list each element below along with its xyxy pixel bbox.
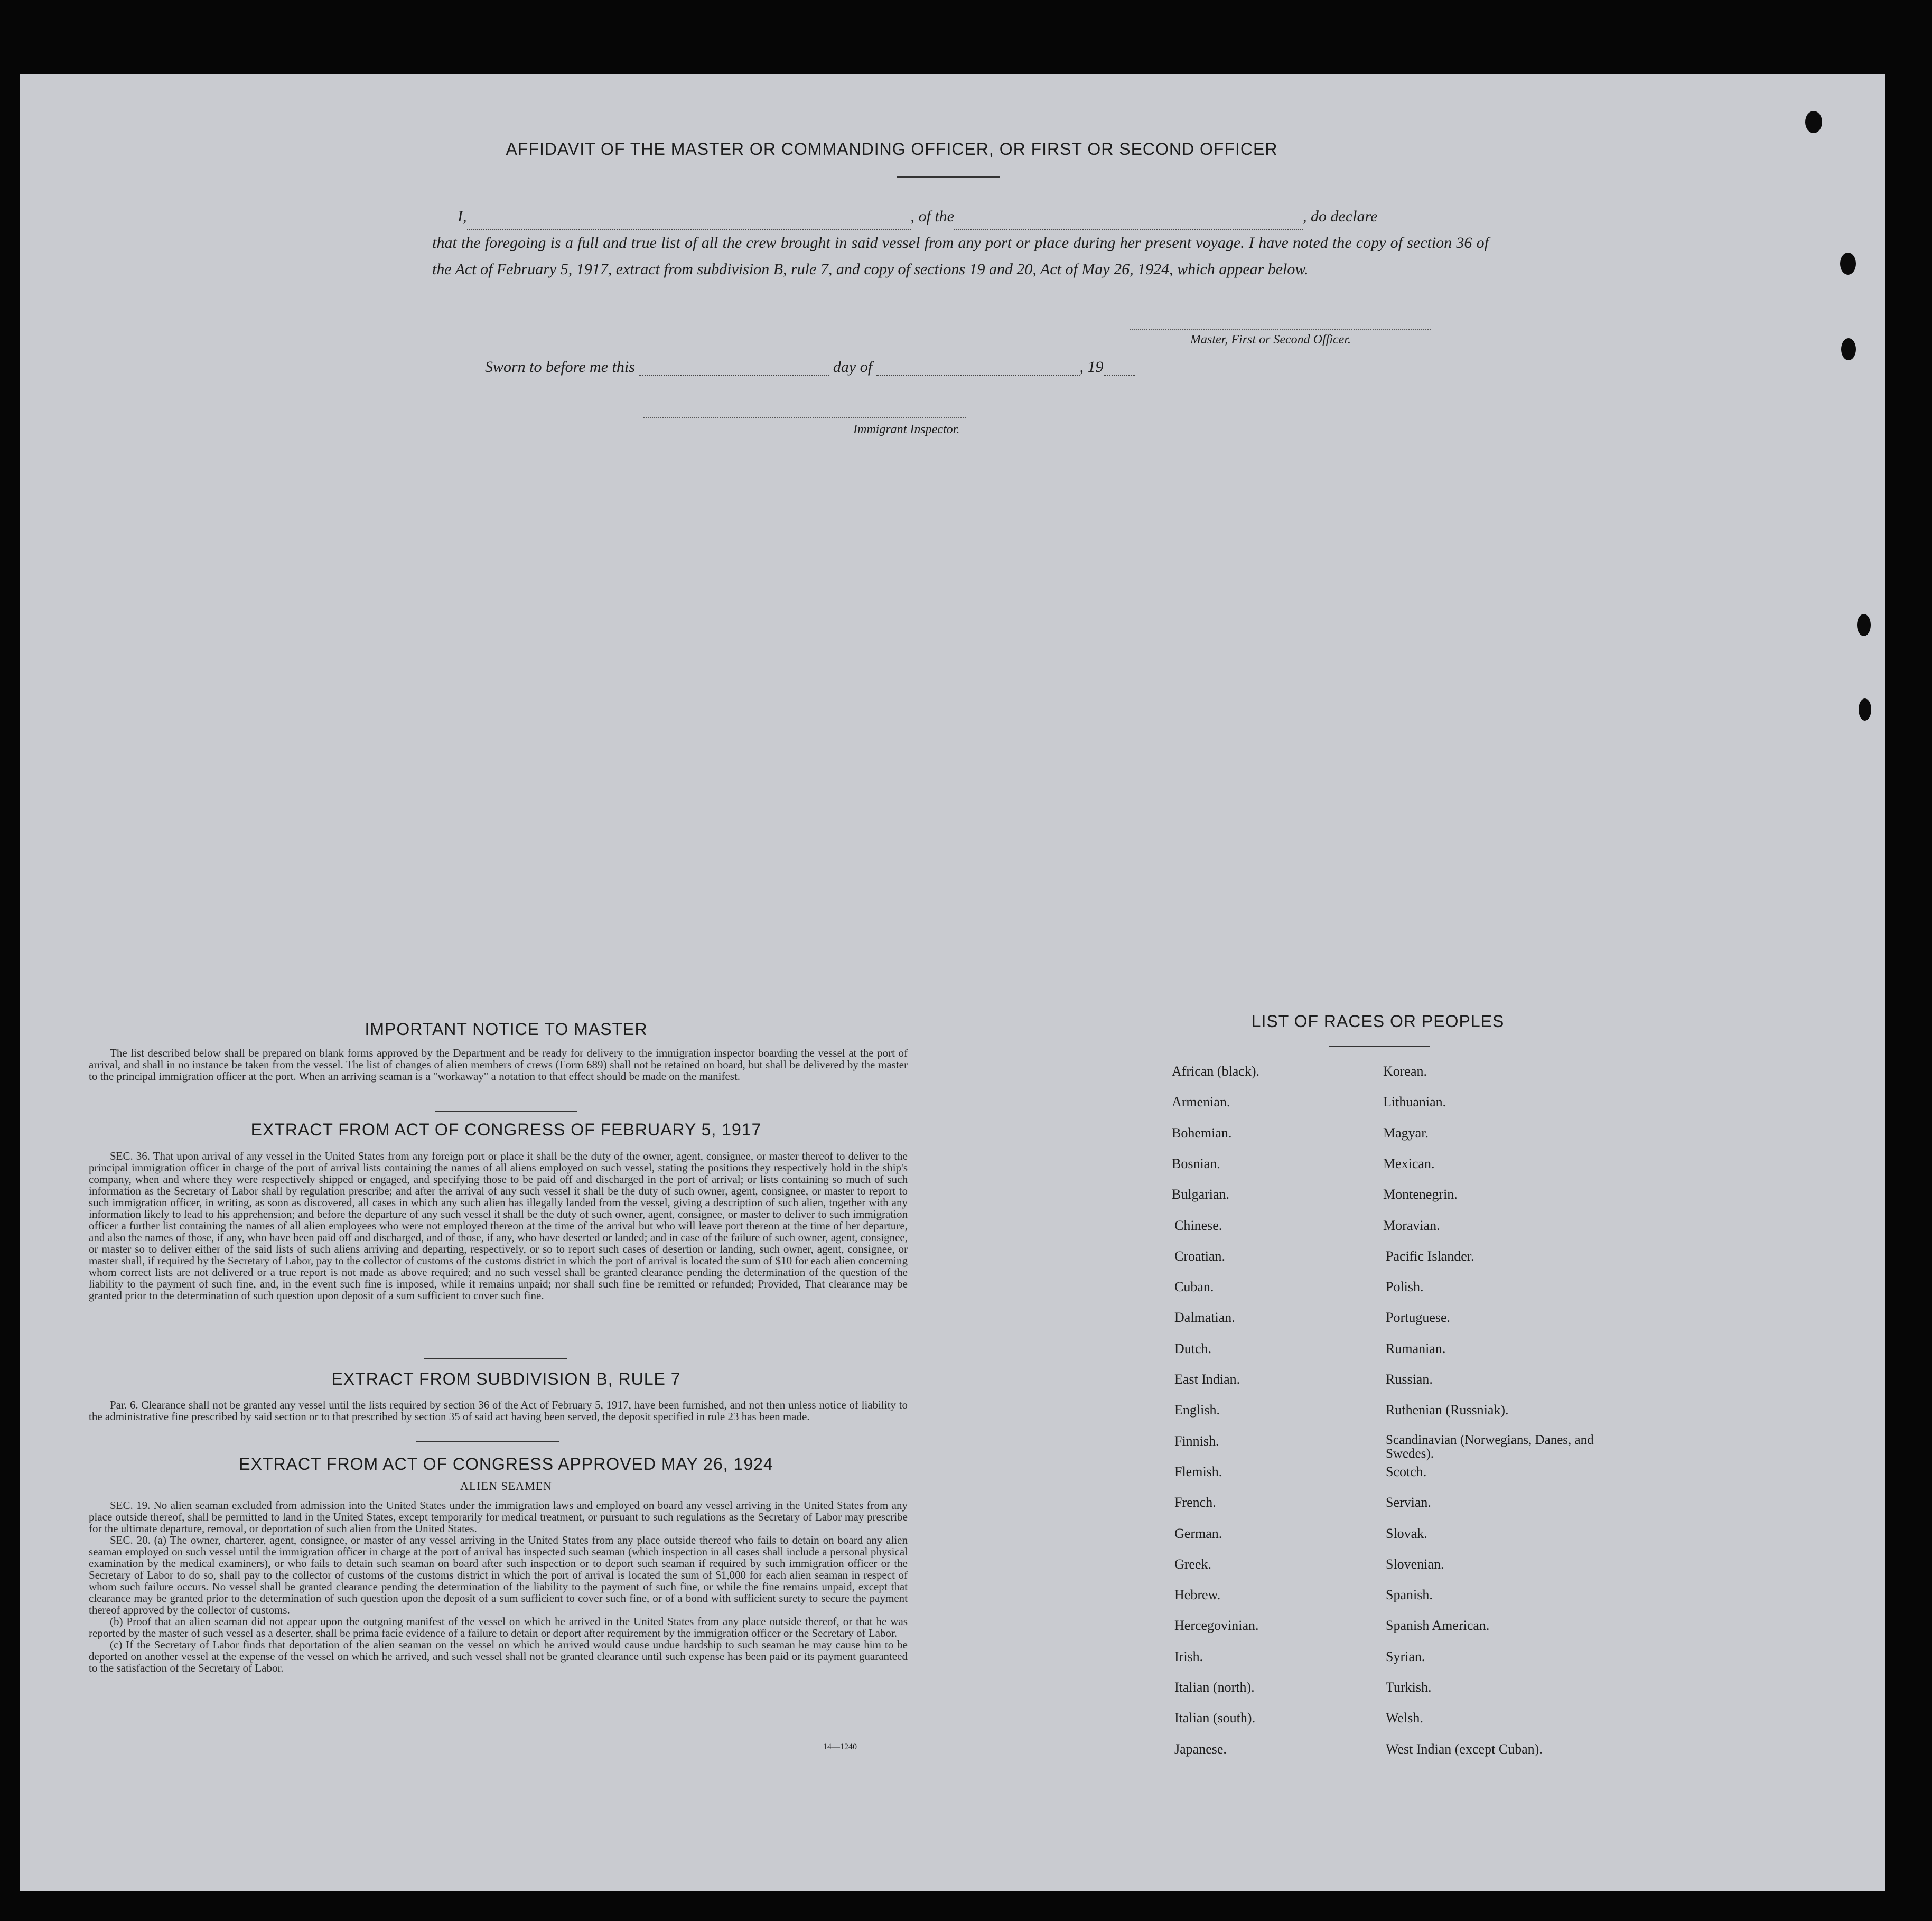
race-item-right: Turkish.: [1386, 1680, 1432, 1695]
races-title: LIST OF RACES OR PEOPLES: [1251, 1012, 1505, 1031]
race-item-right: Pacific Islander.: [1386, 1248, 1474, 1264]
race-item-left: Bosnian.: [1172, 1155, 1220, 1171]
race-item-right: Spanish American.: [1386, 1618, 1490, 1634]
race-item-left: Bohemian.: [1172, 1125, 1232, 1141]
race-item-right: Slovenian.: [1386, 1556, 1444, 1572]
binder-hole: [1840, 253, 1856, 275]
sec20b-paragraph: (b) Proof that an alien seaman did not appear upon the outgoing manifest of the vessel on which he arrived in the United States from any place outside thereof, or that he was reported by the master of such vessel as a deserter, shall be prima facie evidence of a failure to detain or deport after requirement by the immigration officer or the Secretary of Labor.: [89, 1615, 908, 1639]
extract-1917-text: [89, 1150, 908, 1301]
race-item-left: Dutch.: [1174, 1340, 1212, 1356]
inspector-label: Immigrant Inspector.: [853, 423, 960, 436]
race-item-right: Korean.: [1383, 1064, 1427, 1079]
race-item-left: French.: [1174, 1495, 1216, 1510]
extract-rule7-rule: [416, 1441, 559, 1442]
sworn-line: [485, 358, 1135, 376]
sworn-day-field[interactable]: [639, 359, 829, 376]
race-item-right: West Indian (except Cuban).: [1386, 1741, 1543, 1757]
race-item-left: East Indian.: [1174, 1372, 1240, 1387]
race-item-left: Italian (south).: [1174, 1710, 1256, 1726]
affidavit-do-declare: , do declare: [1303, 208, 1378, 225]
day-of-text: day of: [833, 358, 873, 376]
race-item-right: Slovak.: [1386, 1525, 1427, 1541]
race-item-right: Welsh.: [1386, 1710, 1423, 1726]
race-item-left: Irish.: [1174, 1648, 1203, 1664]
notice-paragraph: The list described below shall be prepared on blank forms approved by the Department and be ready for delivery to the immigration inspector boarding the vessel at the port of arrival, and shall in no instance be taken from the vessel. The list of changes of alien members of crews (Form 689) shall not be retained on board, but shall be delivered by the master to the principal immigration officer at the port. When an arriving seaman is a "workaway" a notation to that effect should be made on the manifest.: [89, 1047, 908, 1083]
races-rule: [1329, 1046, 1430, 1047]
year-prefix-text: , 19: [1079, 358, 1104, 376]
race-item-left: Hercegovinian.: [1174, 1618, 1259, 1634]
title-rule: [897, 176, 1000, 178]
extract-1917-rule: [424, 1358, 567, 1359]
affidavit-i: I,: [458, 208, 467, 225]
race-item-left: Italian (north).: [1174, 1680, 1255, 1695]
sworn-year-field[interactable]: [1104, 359, 1135, 376]
race-item-left: Chinese.: [1174, 1217, 1222, 1233]
notice-rule: [435, 1111, 577, 1112]
race-item-right: Magyar.: [1383, 1125, 1429, 1141]
race-item-right: Syrian.: [1386, 1648, 1425, 1664]
extract-1917-title: EXTRACT FROM ACT OF CONGRESS OF FEBRUARY 5, 1917: [250, 1120, 762, 1139]
race-item-left: Croatian.: [1174, 1248, 1226, 1264]
race-item-right: Moravian.: [1383, 1217, 1440, 1233]
race-item-right: Lithuanian.: [1383, 1094, 1446, 1110]
race-item-right: Montenegrin.: [1383, 1187, 1458, 1202]
affidavit-body: that the foregoing is a full and true list of all the crew brought in said vessel from any port or place during her present voyage. I have noted the copy of section 36 of the Act of February 5, 1917, extract from subdivision B, rule 7, and copy of sections 19 and 20, Act of May 26, 1924, which appear below.: [432, 234, 1489, 278]
binder-hole: [1805, 111, 1822, 133]
race-item-left: German.: [1174, 1525, 1222, 1541]
sworn-text: Sworn to before me this: [485, 358, 635, 376]
sec19-paragraph: SEC. 19. No alien seaman excluded from admission into the United States under the immigration laws and employed on board any vessel arriving in the United States from any place outside thereof, shall be permitted to land in the United States, except temporarily for medical treatment, or pursuant to such regulations as the Secretary of Labor may prescribe for the ultimate departure, removal, or deportation of such alien from the United States.: [89, 1499, 908, 1535]
race-item-left: African (black).: [1172, 1064, 1260, 1079]
affidavit-of-the: , of the: [910, 208, 954, 225]
binder-hole: [1859, 698, 1871, 721]
race-item-left: Finnish.: [1174, 1433, 1219, 1449]
master-signature-line[interactable]: [1130, 329, 1431, 330]
inspector-signature-line[interactable]: [643, 417, 966, 418]
race-item-left: Japanese.: [1174, 1741, 1227, 1757]
sec20a-paragraph: SEC. 20. (a) The owner, charterer, agent, consignee, or master of any vessel arriving in the United States from any place outside thereof who fails to detain on board any alien seaman employed on such vessel until the immigration officer in charge at the port of arrival has inspected such seaman (which inspection in all cases shall include a personal physical examination by the medical examiners), or who fails to detain such seaman on board after such inspection or to deport such seaman if required by such immigration officer or the Secretary of Labor to do so, shall pay to the collector of customs of the customs district in which the port of arrival is located the sum of $1,000 for each alien seaman in respect of whom such failure occurs. No vessel shall be granted clearance pending the determination of the liability to the payment of such fine, or while the fine remains unpaid, except that clearance may be granted prior to the determination of such question upon the deposit of a sum sufficient to cover such fine, or of a bond with sufficient surety to secure the payment thereof approved by the collector of customs.: [89, 1534, 908, 1616]
race-item-left: Armenian.: [1172, 1094, 1230, 1110]
extract-rule7-paragraph: Par. 6. Clearance shall not be granted any vessel until the lists required by section 36 of the Act of February 5, 1917, have been furnished, and not then unless notice of liability to the administrative fine prescribed by said section or to that prescribed by section 35 of said act having been served, the deposit specified in rule 23 has been made.: [89, 1398, 908, 1423]
race-item-left: Greek.: [1174, 1556, 1212, 1572]
race-item-left: Cuban.: [1174, 1279, 1214, 1295]
notice-title: IMPORTANT NOTICE TO MASTER: [365, 1020, 648, 1039]
race-item-right: Spanish.: [1386, 1587, 1433, 1603]
extract-rule7-text: [89, 1399, 908, 1422]
race-item-right: Servian.: [1386, 1495, 1431, 1510]
race-item-right: Scotch.: [1386, 1463, 1427, 1479]
race-item-left: Bulgarian.: [1172, 1187, 1230, 1202]
race-item-right: Rumanian.: [1386, 1340, 1446, 1356]
name-field[interactable]: [467, 213, 911, 230]
form-number: 14—1240: [823, 1742, 857, 1751]
race-item-right: Polish.: [1386, 1279, 1424, 1295]
extract-rule7-title: EXTRACT FROM SUBDIVISION B, RULE 7: [331, 1369, 681, 1388]
sec20c-paragraph: (c) If the Secretary of Labor finds that deportation of the alien seaman on the vessel on which he arrived would cause undue hardship to such seaman he may cause him to be deported on another vessel at the expense of the vessel on which he arrived, and such vessel shall not be granted clearance until such expense has been paid or its payment guaranteed to the satisfaction of the Secretary of Labor.: [89, 1638, 908, 1674]
race-item-right: Russian.: [1386, 1372, 1433, 1387]
extract-1924-text: [89, 1499, 908, 1674]
master-signature-label: Master, First or Second Officer.: [1190, 333, 1351, 347]
document-page: [20, 74, 1885, 1891]
race-item-right: Ruthenian (Russniak).: [1386, 1402, 1509, 1418]
sworn-month-field[interactable]: [876, 359, 1080, 376]
race-item-left: Flemish.: [1174, 1463, 1222, 1479]
affidavit-declaration: [432, 203, 1489, 283]
extract-1924-subtitle: ALIEN SEAMEN: [460, 1479, 552, 1493]
affidavit-title: AFFIDAVIT OF THE MASTER OR COMMANDING OFFICER, OR FIRST OR SECOND OFFICER: [506, 139, 1278, 158]
race-item-left: English.: [1174, 1402, 1220, 1418]
extract-1917-paragraph: SEC. 36. That upon arrival of any vessel in the United States from any foreign port or place it shall be the duty of the owner, agent, consignee, or master thereof to deliver to the principal immigration officer in charge of the port of arrival lists containing the names of all aliens employed on such vessel, stating the positions they respectively hold in the ship's company, when and where they were respectively shipped or engaged, and specifying those to be paid off and discharged in the port of arrival; or lists containing so much of such information as the Secretary of Labor shall by regulation prescribe; and after the arrival of any such vessel it shall be the duty of such owner, agent, consignee, or master to report to such immigration officer, in writing, as soon as discovered, all cases in which any such alien has illegally landed from the vessel, giving a description of such alien, together with any information likely to lead to his apprehension; and before the departure of any such vessel it shall be the duty of such owner, agent, consignee, or master to deliver to such immigration officer a further list containing the names of all alien employees who were not employed thereon at the time of the arrival but who will leave port thereon at the time of her departure, and also the names of those, if any, who have been paid off and discharged, and of those, if any, who have deserted or landed; and in case of the failure of such owner, agent, consignee, or master so to deliver either of the said lists of such aliens arriving and departing, respectively, or so to report such cases of desertion or landing, such owner, agent, consignee, or master shall, if required by the Secretary of Labor, pay to the collector of customs of the customs district in which the port of arrival is located the sum of $10 for each alien concerning whom correct lists are not delivered or a true report is not made as above required; and no such vessel shall be granted clearance pending the determination of the question of the liability to the payment of such fine, and, in the event such fine is imposed, while it remains unpaid; nor shall such fine be remitted or refunded; Provided, That clearance may be granted prior to the determination of such question upon deposit of a sum sufficient to cover such fine.: [89, 1150, 908, 1302]
race-item-left: Dalmatian.: [1174, 1310, 1235, 1326]
race-item-left: Hebrew.: [1174, 1587, 1221, 1603]
vessel-field[interactable]: [954, 213, 1303, 230]
race-item-right: Mexican.: [1383, 1155, 1435, 1171]
race-item-right: Portuguese.: [1386, 1310, 1451, 1326]
race-item-right: Scandinavian (Norwegians, Danes, and Swedes).: [1386, 1432, 1594, 1461]
binder-hole: [1841, 338, 1856, 360]
extract-1924-title: EXTRACT FROM ACT OF CONGRESS APPROVED MAY 26, 1924: [239, 1454, 773, 1474]
binder-hole: [1857, 614, 1871, 636]
notice-text: [89, 1047, 908, 1082]
